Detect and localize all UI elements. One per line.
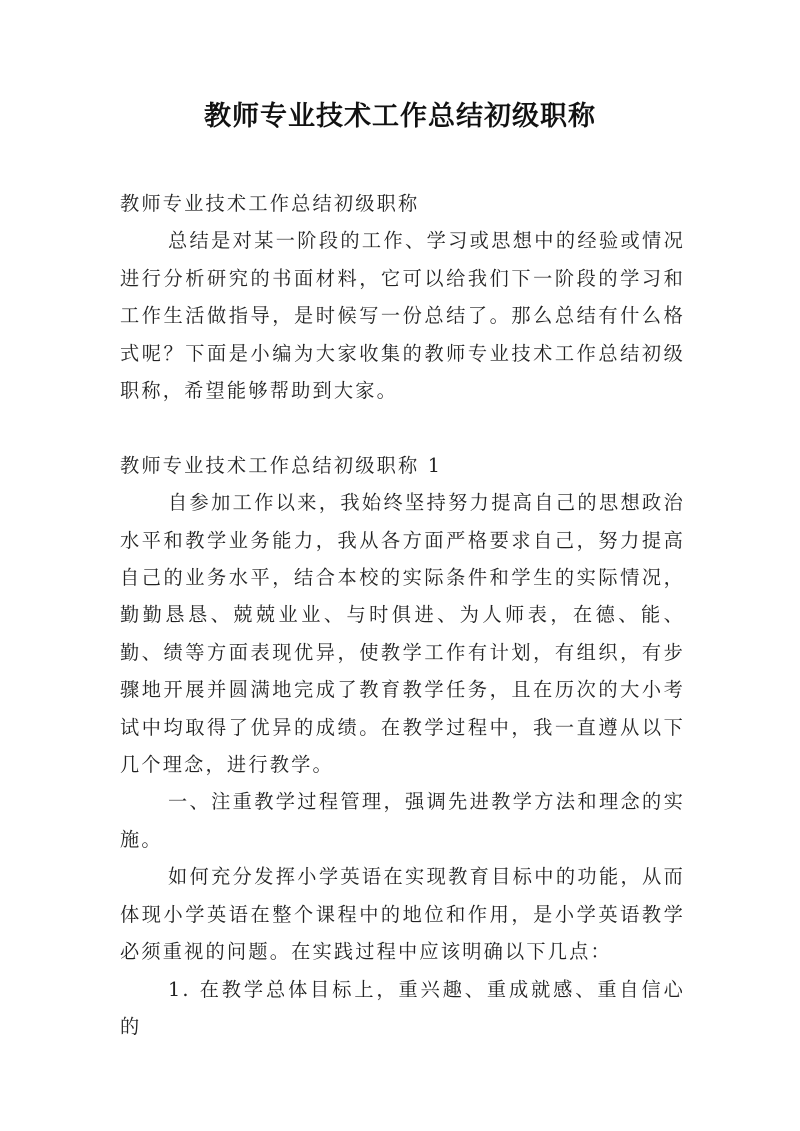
document-body xyxy=(120,185,685,1045)
body-paragraph-2: 一、注重教学过程管理，强调先进教学方法和理念的实施。 xyxy=(120,790,685,851)
paragraph-spacer xyxy=(120,409,685,446)
intro-paragraph: 总结是对某一阶段的工作、学习或思想中的经验或情况进行分析研究的书面材料，它可以给我们下一阶段的学习和工作生活做指导，是时候写一份总结了。那么总结有什么格式呢？下面是小编为大家收集的教师专业技术工作总结初级职称，希望能够帮助到大家。 xyxy=(120,229,685,403)
body-paragraph-4: 1. 在教学总体目标上，重兴趣、重成就感、重自信心的 xyxy=(120,977,685,1038)
body-paragraph-1: 自参加工作以来，我始终坚持努力提高自己的思想政治水平和教学业务能力，我从各方面严格要求自己，努力提高自己的业务水平，结合本校的实际条件和学生的实际情况，勤勤恳恳、兢兢业业、与时俱进、为人师表，在德、能、勤、绩等方面表现优异，使教学工作有计划，有组织，有步骤地开展并圆满地完成了教育教学任务，且在历次的大小考试中均取得了优异的成绩。在教学过程中，我一直遵从以下几个理念，进行教学。 xyxy=(120,491,685,777)
section-heading: 教师专业技术工作总结初级职称 1 xyxy=(120,453,443,477)
document-subtitle: 教师专业技术工作总结初级职称 xyxy=(120,192,420,215)
document-title: 教师专业技术工作总结初级职称 xyxy=(204,101,596,132)
body-paragraph-3: 如何充分发挥小学英语在实现教育目标中的功能，从而体现小学英语在整个课程中的地位和作用，是小学英语教学必须重视的问题。在实践过程中应该明确以下几点： xyxy=(120,865,685,964)
